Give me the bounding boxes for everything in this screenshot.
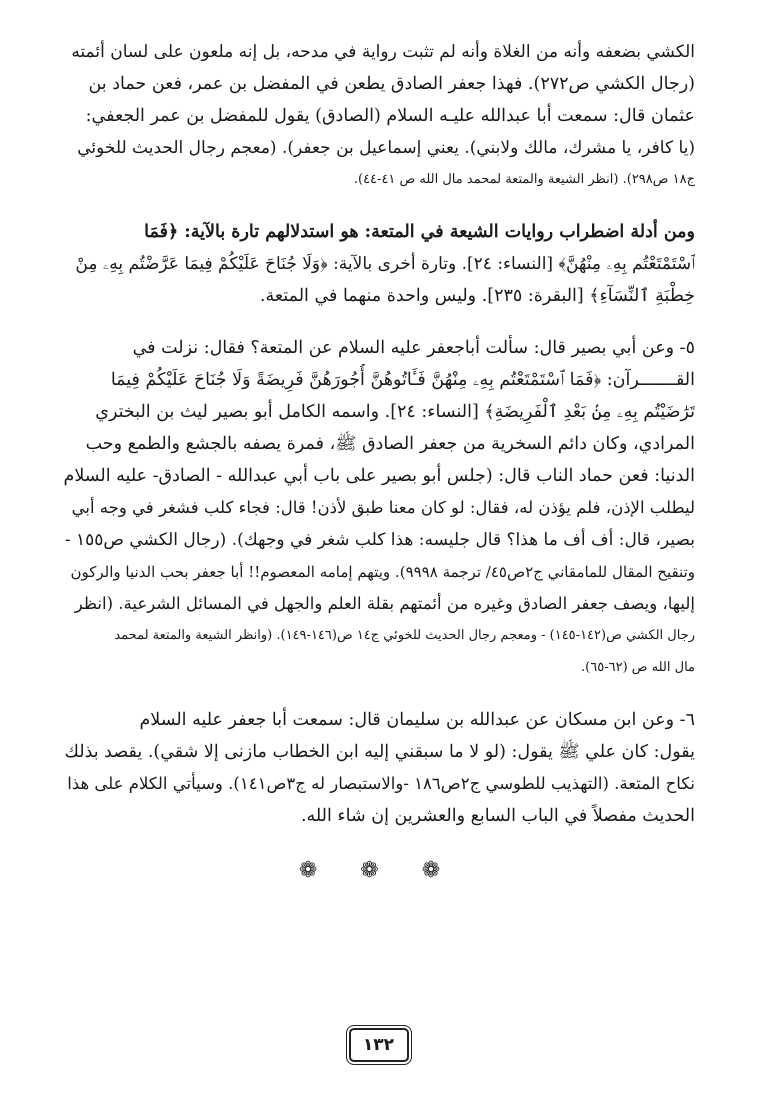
text-line: وتنقيح المقال للمامقاني ج٢ص٤٥/ ترجمة ٩٩٩٨). ويتهم إمامه المعصوم!! أبا جعفر بحب الدنيا والركون bbox=[70, 563, 695, 581]
reference-line: ج١٨ ص٢٩٨). (انظر الشيعة والمتعة لمحمد مال الله ص ٤١-٤٤). bbox=[353, 172, 695, 187]
text-line: (رجال الكشي ص٢٧٢). فهذا جعفر الصادق يطعن في المفضل بن عمر، فعن حماد بن bbox=[88, 74, 695, 94]
page-number: ١٣٢ bbox=[349, 1028, 409, 1062]
text-line: عثمان قال: سمعت أبا عبدالله عليـه السلام (الصادق) يقول للمفضل بن عمر الجعفي: bbox=[85, 106, 695, 126]
flower-ornament-icon: ❁ ❁ ❁ bbox=[298, 858, 459, 883]
paragraph-narration-5 bbox=[62, 332, 695, 684]
text-line: ليطلب الإذن، فلم يؤذن له، فقال: لو كان معنا طبق لأذن! قال: فجاء كلب فشغر في وجه أبي bbox=[71, 498, 695, 517]
quran-verse-line: خِطْبَةِ ٱلنِّسَآءِ﴾ [البقرة: ٢٣٥]. وليس واحدة منهما في المتعة. bbox=[259, 286, 695, 306]
text-line: بصير، قال: أف أف ما هذا؟ قال جليسه: هذا كلب شغر في وجهك). (رجال الكشي ص١٥٥ - bbox=[64, 530, 695, 550]
text-line: إليها، ويصف جعفر الصادق وغيره من أئمتهم بقلة العلم والجهل في المسائل الشرعية. (انظر bbox=[74, 594, 695, 613]
text-line: الحديث مفصلاً في الباب السابع والعشرين إن شاء الله. bbox=[300, 806, 695, 826]
text-line: المرادي، وكان دائم السخرية من جعفر الصادق ﷺ، فمرة يصفه بالجشع والطمع وحب bbox=[85, 434, 695, 454]
reference-line: رجال الكشي ص(١٤٢-١٤٥) - ومعجم رجال الحديث للخوئي ج١٤ ص(١٤٦-١٤٩). (وانظر الشيعة والمتعة لمحمد bbox=[114, 628, 695, 643]
paragraph-evidence bbox=[62, 216, 695, 312]
quran-verse-line: ٱسْتَمْتَعْتُم بِهِۦ مِنْهُنَّ﴾ [النساء: ٢٤]. وتارة أخرى بالآية: ﴿وَلَا جُنَاحَ عَلَيْكُمْ فِيمَا عَرَّضْتُم بِهِۦ مِنْ bbox=[75, 254, 695, 274]
text-line: الدنيا: فعن حماد الناب قال: (جلس أبو بصير على باب أبي عبدالله - الصادق- عليه السلام bbox=[63, 466, 695, 486]
text-line: الكشي بضعفه وأنه من الغلاة وأنه لم تثبت رواية في مدحه، بل إنه ملعون على لسان أئمته bbox=[71, 42, 695, 62]
text-line: نكاح المتعة. (التهذيب للطوسي ج٢ص١٨٦ -والاستبصار له ج٣ص١٤١). وسيأتي الكلام على هذا bbox=[67, 774, 695, 793]
text-line: يقول: كان علي ﷺ يقول: (لو لا ما سبقني إليه ابن الخطاب مازنى إلا شقي). يقصد بذلك bbox=[64, 742, 695, 762]
section-heading-line: ومن أدلة اضطراب روايات الشيعة في المتعة: هو استدلالهم تارة بالآية: ﴿فَمَا bbox=[144, 222, 695, 242]
text-line: ٦- وعن ابن مسكان عن عبدالله بن سليمان قال: سمعت أبا جعفر عليه السلام bbox=[139, 710, 695, 730]
paragraph-narration-6 bbox=[62, 704, 695, 832]
text-line: (يا كافر، يا مشرك، مالك ولابني). يعني إسماعيل بن جعفر). (معجم رجال الحديث للخوئي bbox=[77, 138, 695, 158]
quran-verse-line: تَرَٰضَيْتُم بِهِۦ مِنۢ بَعْدِ ٱلْفَرِيضَةِ﴾ [النساء: ٢٤]. واسمه الكامل أبو بصير ليث بن البختري bbox=[95, 402, 695, 422]
quran-verse-line: القـــــــرآن: ﴿فَمَا ٱسْتَمْتَعْتُم بِهِۦ مِنْهُنَّ فَـَٔاتُوهُنَّ أُجُورَهُنَّ فَرِيضَةً وَلَا جُنَاحَ عَلَيْكُمْ فِيمَا bbox=[110, 370, 695, 390]
paragraph-intro bbox=[62, 36, 695, 196]
text-line: ٥- وعن أبي بصير قال: سألت أباجعفر عليه السلام عن المتعة؟ فقال: نزلت في bbox=[132, 338, 695, 358]
reference-line: مال الله ص (٦٢-٦٥). bbox=[581, 660, 695, 675]
